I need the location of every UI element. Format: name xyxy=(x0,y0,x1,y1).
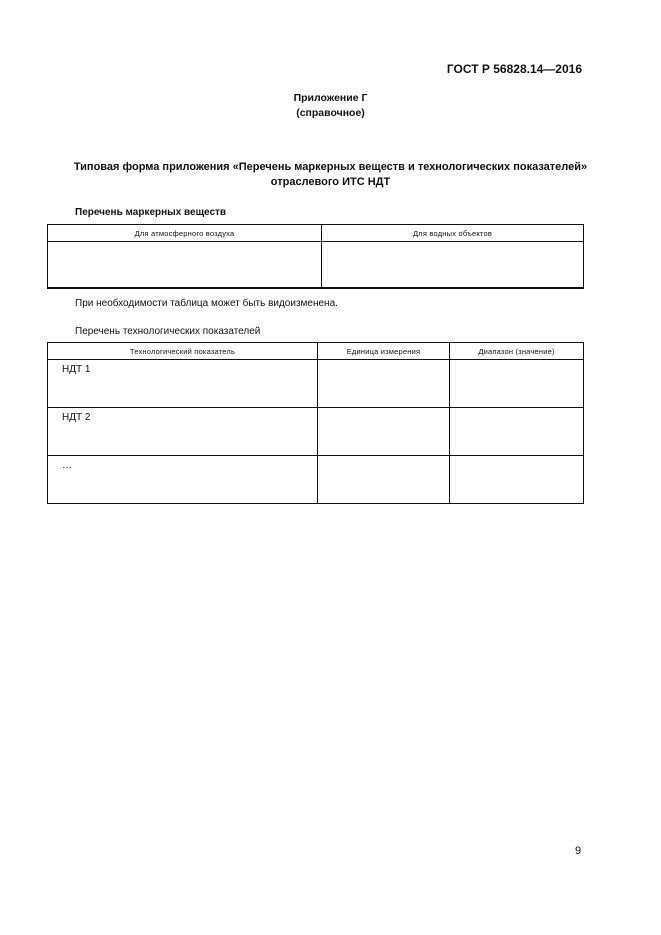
annex-subtitle: (справочное) xyxy=(296,107,365,119)
tech-indicators-heading: Перечень технологических показателей xyxy=(75,326,261,337)
unit-cell xyxy=(318,456,450,504)
document-title-line1: Типовая форма приложения «Перечень маркерных веществ и технологических показателей» xyxy=(73,161,588,173)
marker-substances-heading: Перечень маркерных веществ xyxy=(75,207,227,218)
table-row xyxy=(48,408,584,456)
table-cell-water xyxy=(322,242,584,289)
unit-cell xyxy=(318,360,450,408)
column-header-range: Диапазон (значение) xyxy=(450,343,584,360)
annex-heading xyxy=(0,91,661,121)
indicator-cell: НДТ 2 xyxy=(48,408,318,456)
table-row xyxy=(48,456,584,504)
table-header-row xyxy=(48,225,584,242)
page-number: 9 xyxy=(575,845,582,857)
document-title xyxy=(40,160,621,190)
column-header-indicator: Технологический показатель xyxy=(48,343,318,360)
range-cell xyxy=(450,360,584,408)
tech-indicators-table xyxy=(47,342,584,504)
table-header-row xyxy=(48,343,584,360)
table-cell-air xyxy=(48,242,322,289)
column-header-unit: Единица измерения xyxy=(318,343,450,360)
annex-title: Приложение Г xyxy=(293,92,368,104)
column-header-water: Для водных объектов xyxy=(322,225,584,242)
table-row xyxy=(48,360,584,408)
column-header-air: Для атмосферного воздуха xyxy=(48,225,322,242)
range-cell xyxy=(450,456,584,504)
standard-number: ГОСТ Р 56828.14—2016 xyxy=(446,62,582,76)
table-row xyxy=(48,242,584,289)
table-note: При необходимости таблица может быть видоизменена. xyxy=(75,298,338,309)
unit-cell xyxy=(318,408,450,456)
range-cell xyxy=(450,408,584,456)
marker-substances-table xyxy=(47,224,584,289)
indicator-cell: … xyxy=(48,456,318,504)
document-title-line2: отраслевого ИТС НДТ xyxy=(270,176,391,188)
indicator-cell: НДТ 1 xyxy=(48,360,318,408)
